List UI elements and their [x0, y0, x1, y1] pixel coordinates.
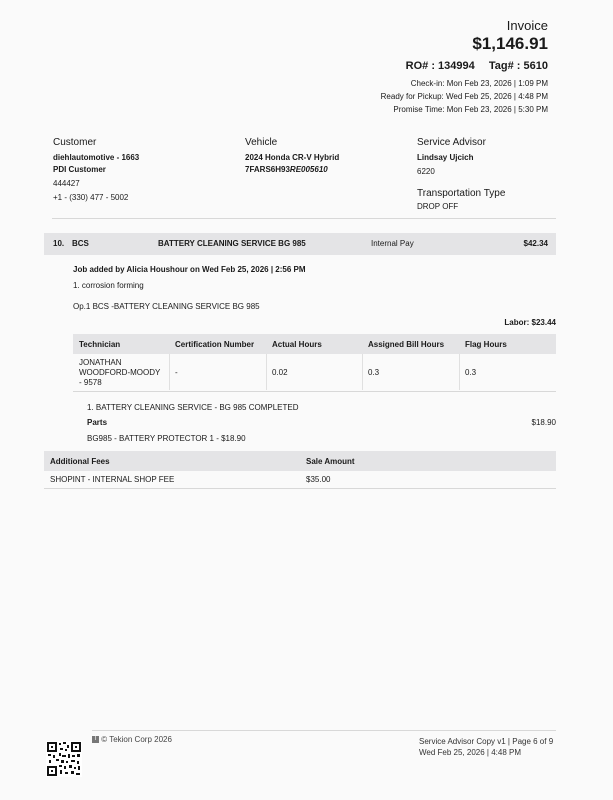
- invoice-header: [298, 18, 548, 54]
- correction-line: 1. BATTERY CLEANING SERVICE - BG 985 COMPLETED: [87, 403, 299, 412]
- copy-info: Service Advisor Copy v1 | Page 6 of 9: [419, 737, 554, 746]
- tech-table-header: [73, 334, 556, 354]
- fees-bottom: [44, 488, 556, 489]
- col-assigned-hours: Assigned Bill Hours: [368, 340, 445, 349]
- qr-code-icon: [46, 741, 82, 777]
- advisor-name: Lindsay Ujcich: [417, 153, 474, 162]
- vehicle-vin: [245, 164, 405, 176]
- job-header-bar: [44, 233, 556, 255]
- checkin-time: Check-in: Mon Feb 23, 2026 | 1:09 PM: [410, 79, 548, 88]
- transport-value: DROP OFF: [417, 202, 459, 211]
- footer-page-info: [419, 736, 553, 758]
- job-name: BATTERY CLEANING SERVICE BG 985: [158, 239, 306, 248]
- customer-section: [53, 137, 223, 204]
- dates-block: [248, 77, 548, 116]
- fees-header: [44, 451, 556, 471]
- fees-col-name: Additional Fees: [50, 457, 110, 466]
- advisor-label: Service Advisor: [417, 137, 486, 148]
- part-line: BG985 - BATTERY PROTECTOR 1 - $18.90: [87, 434, 246, 443]
- labor-total: Labor: $23.44: [504, 318, 556, 327]
- col-divider: [459, 354, 460, 390]
- pickup-time: Ready for Pickup: Wed Feb 25, 2026 | 4:48 PM: [380, 92, 548, 101]
- tech-flag: 0.3: [465, 368, 477, 377]
- col-divider: [266, 354, 267, 390]
- footer-divider: [92, 730, 556, 731]
- customer-phone: +1 - (330) 477 - 5002: [53, 193, 129, 202]
- job-amount: $42.34: [523, 239, 548, 248]
- tag-number: Tag# : 5610: [488, 60, 548, 72]
- fee-item-name: SHOPINT - INTERNAL SHOP FEE: [50, 475, 175, 484]
- printed-time: Wed Feb 25, 2026 | 4:48 PM: [419, 748, 521, 757]
- col-flag-hours: Flag Hours: [465, 340, 507, 349]
- vehicle-label: Vehicle: [245, 137, 278, 148]
- invoice-title: Invoice: [506, 18, 548, 33]
- advisor-section: [417, 137, 567, 211]
- vehicle-section: [245, 137, 405, 176]
- tech-assigned: 0.3: [368, 368, 380, 377]
- job-operation: Op.1 BCS -BATTERY CLEANING SERVICE BG 985: [73, 302, 260, 311]
- parts-total: $18.90: [531, 418, 556, 427]
- copyright-text: © Tekion Corp 2026: [101, 735, 172, 744]
- invoice-total: $1,146.91: [472, 34, 548, 53]
- tech-actual: 0.02: [272, 368, 288, 377]
- parts-label: Parts: [87, 418, 108, 427]
- col-technician: Technician: [79, 340, 121, 349]
- col-divider: [362, 354, 363, 390]
- vehicle-model: 2024 Honda CR-V Hybrid: [245, 153, 340, 162]
- tech-table-row: [73, 354, 556, 390]
- customer-type: PDI Customer: [53, 165, 106, 174]
- divider: [52, 218, 556, 219]
- tech-name-line-3: - 9578: [79, 378, 102, 387]
- tech-name-line-2: WOODFORD-MOODY: [79, 368, 161, 377]
- vin-suffix: RE005610: [289, 165, 328, 174]
- col-actual-hours: Actual Hours: [272, 340, 322, 349]
- tekion-logo-icon: T: [93, 736, 98, 743]
- customer-label: Customer: [53, 137, 97, 148]
- job-number: 10.: [53, 239, 65, 248]
- ro-tag-line: [298, 60, 548, 72]
- customer-name: diehlautomotive - 1663: [53, 153, 140, 162]
- transport-label: Transportation Type: [417, 188, 506, 199]
- job-pay-type: Internal Pay: [371, 239, 414, 248]
- tech-name-line-1: JONATHAN: [79, 358, 122, 367]
- tech-cert: -: [175, 368, 178, 377]
- tech-table-bottom: [73, 391, 556, 392]
- vin-prefix: 7FARS6H93: [245, 165, 290, 174]
- col-certification: Certification Number: [175, 340, 255, 349]
- footer-copyright: [92, 735, 172, 744]
- customer-number: 444427: [53, 179, 80, 188]
- job-concern: 1. corrosion forming: [73, 281, 144, 290]
- job-added-note: Job added by Alicia Houshour on Wed Feb 25, 2026 | 2:56 PM: [73, 265, 306, 274]
- tech-name: [79, 358, 160, 388]
- ro-number: RO# : 134994: [405, 60, 475, 72]
- fee-item-amount: $35.00: [306, 475, 331, 484]
- fees-col-amount: Sale Amount: [306, 457, 355, 466]
- promise-time: Promise Time: Mon Feb 23, 2026 | 5:30 PM: [393, 105, 548, 114]
- job-code: BCS: [72, 239, 89, 248]
- col-divider: [169, 354, 170, 390]
- advisor-id: 6220: [417, 167, 435, 176]
